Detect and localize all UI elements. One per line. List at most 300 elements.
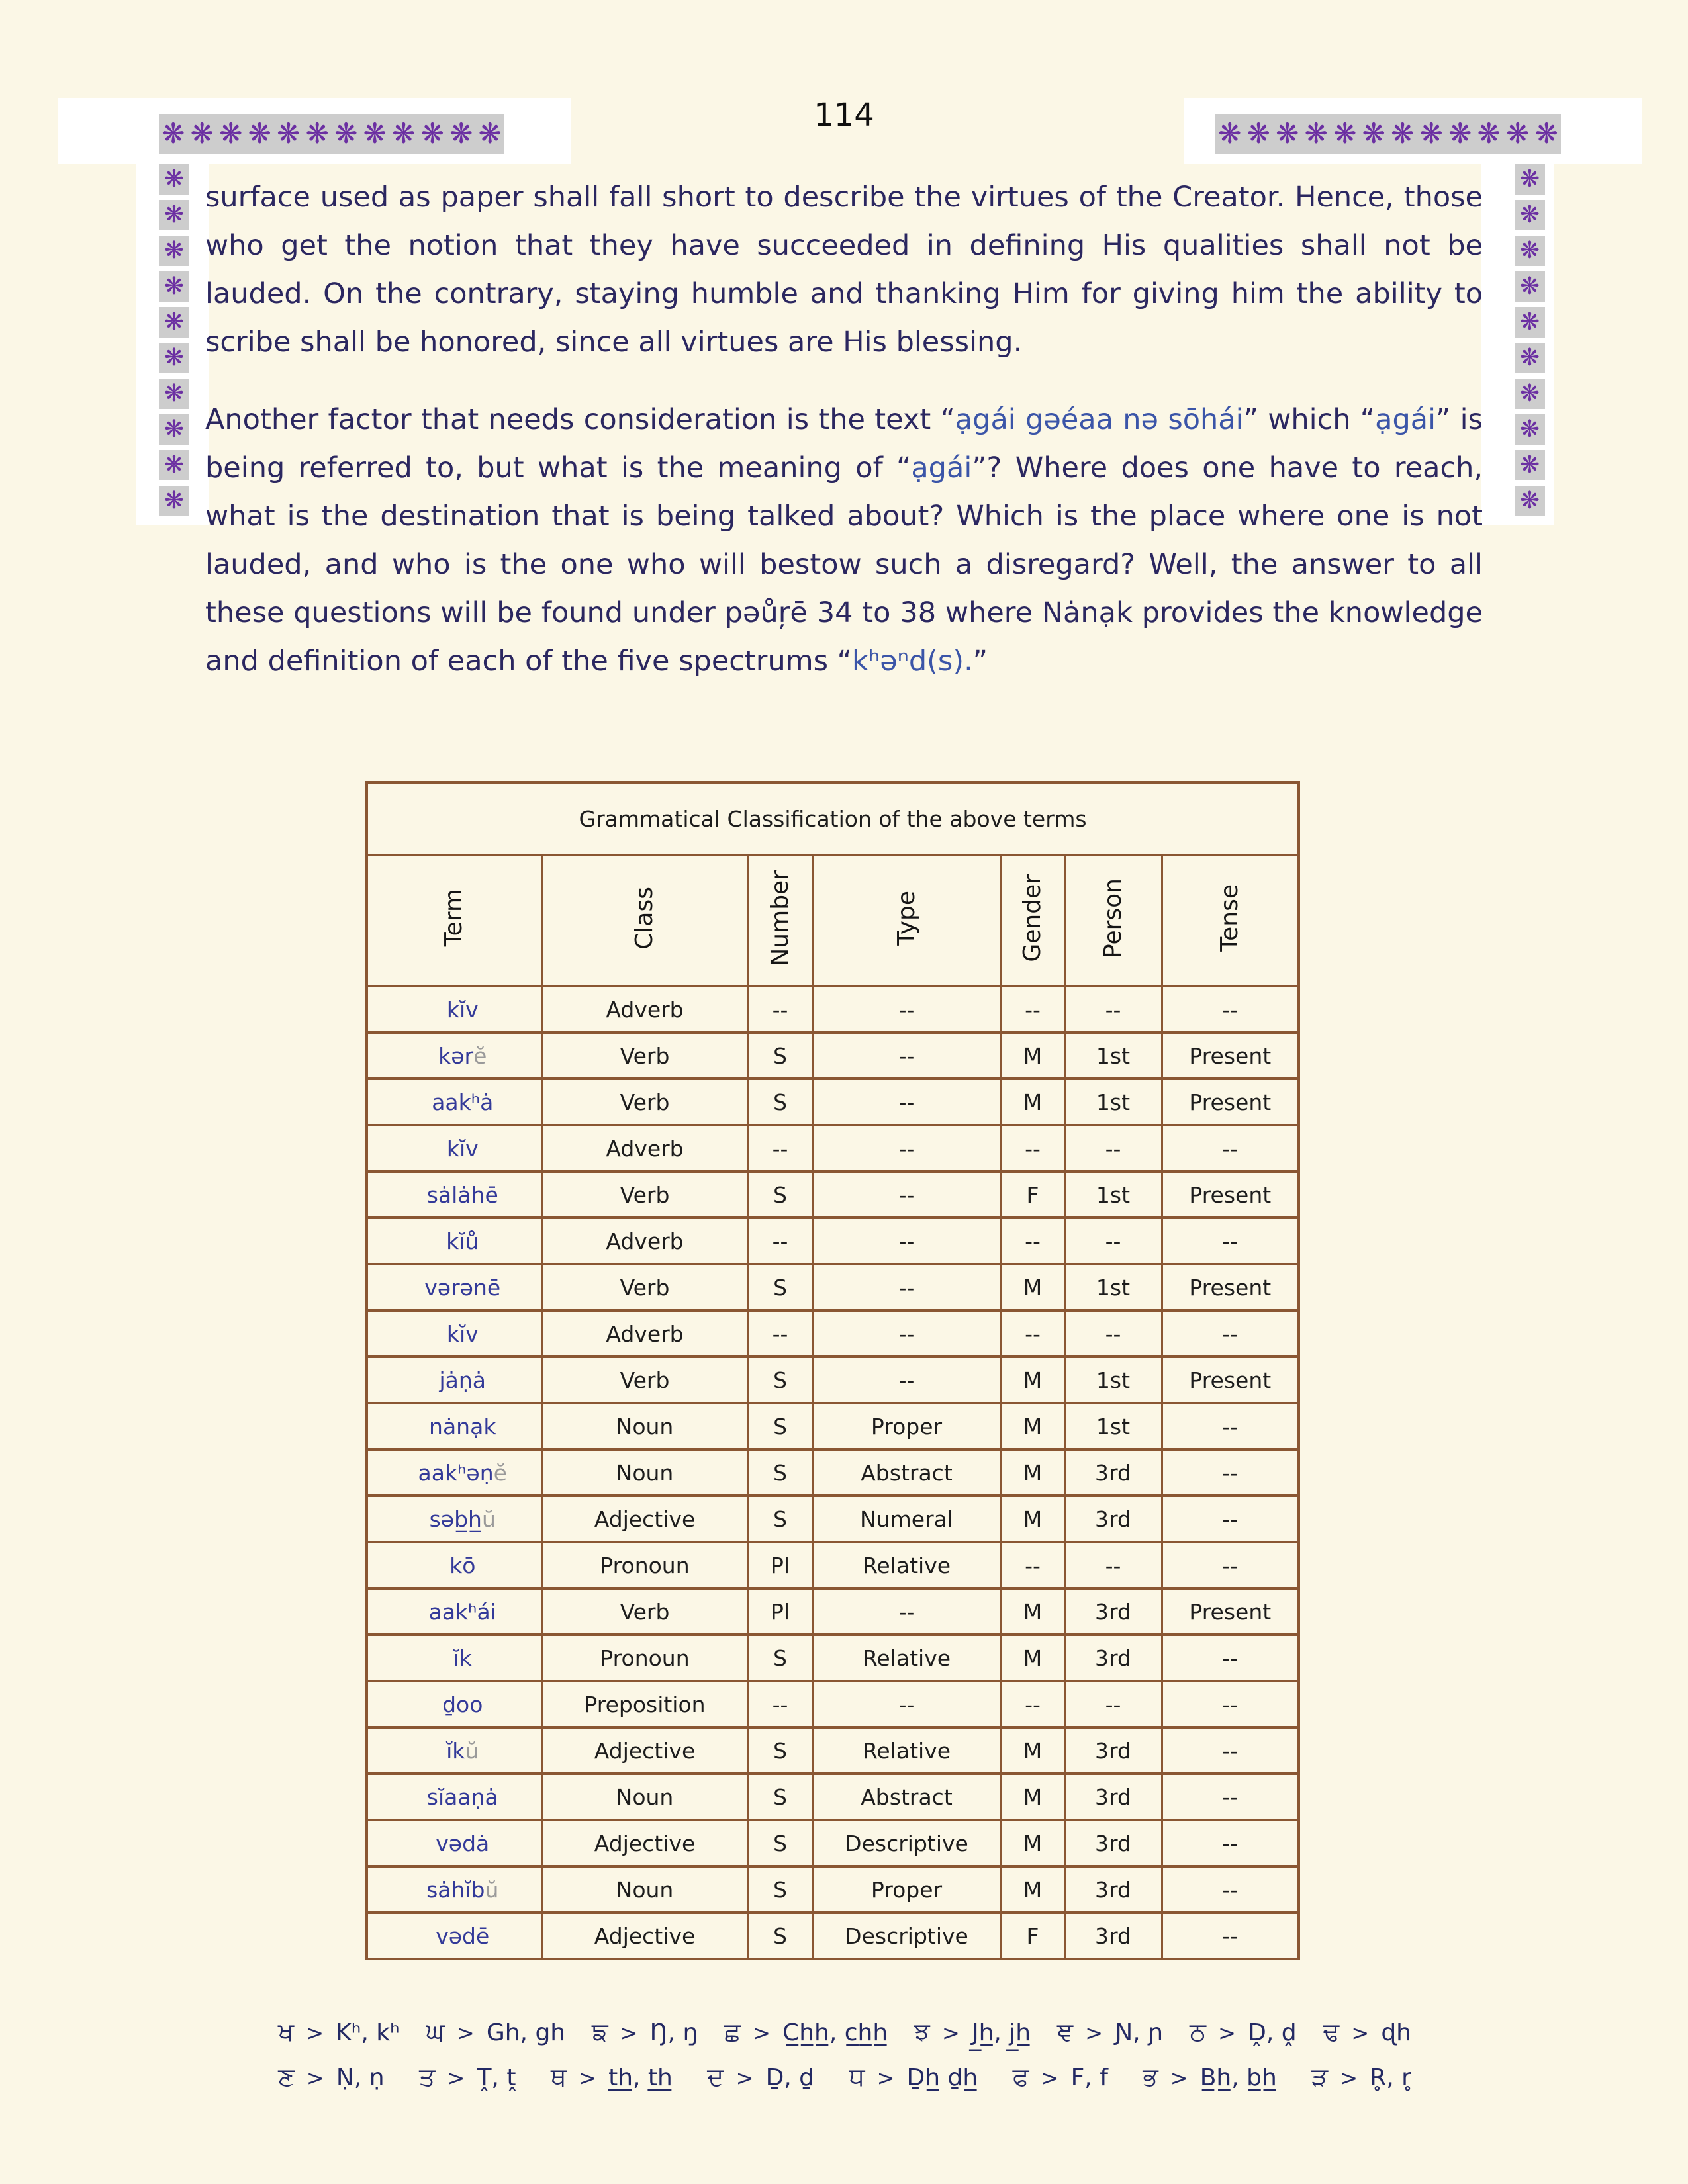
number-cell: S bbox=[748, 1727, 812, 1774]
table-title-row bbox=[367, 782, 1299, 855]
gender-cell: M bbox=[1001, 1727, 1064, 1774]
number-cell: S bbox=[748, 1496, 812, 1542]
flower-icon: ❋ bbox=[1519, 237, 1540, 264]
flower-icon: ❋ bbox=[1519, 344, 1540, 371]
class-cell: Pronoun bbox=[541, 1635, 748, 1681]
class-cell: Verb bbox=[541, 1588, 748, 1635]
gurmukhi-letter: ਙ bbox=[591, 2017, 608, 2046]
tense-cell: Present bbox=[1162, 1032, 1299, 1079]
class-cell: Adverb bbox=[541, 1310, 748, 1357]
class-cell: Noun bbox=[541, 1774, 748, 1820]
term-text: kər bbox=[438, 1042, 474, 1069]
flower-icon: ❋ bbox=[363, 117, 387, 150]
term-text: kĭv bbox=[446, 1320, 479, 1347]
gurmukhi-letter: ਠ bbox=[1190, 2017, 1206, 2046]
term-text: vədē bbox=[436, 1923, 490, 1949]
class-cell: Noun bbox=[541, 1866, 748, 1913]
column-header-label: Term bbox=[440, 889, 468, 947]
person-cell: 1st bbox=[1064, 1079, 1162, 1125]
flower-icon: ❋ bbox=[1519, 487, 1540, 514]
type-cell: Descriptive bbox=[812, 1820, 1001, 1866]
flower-icon: ❋ bbox=[277, 117, 301, 150]
flower-icon: ❋ bbox=[1477, 117, 1501, 150]
class-cell: Adjective bbox=[541, 1727, 748, 1774]
person-cell: -- bbox=[1064, 1310, 1162, 1357]
term-text: kō bbox=[449, 1552, 476, 1578]
class-cell: Noun bbox=[541, 1403, 748, 1449]
flower-box bbox=[159, 271, 189, 302]
gurmukhi-letter: ਝ bbox=[914, 2017, 930, 2046]
tense-cell: -- bbox=[1162, 1125, 1299, 1171]
transliteration-key-row-2 bbox=[278, 2062, 1411, 2092]
right-ornament-column bbox=[1481, 164, 1554, 525]
maps-to-symbol: > bbox=[299, 2021, 331, 2046]
person-cell: 3rd bbox=[1064, 1866, 1162, 1913]
tense-cell: -- bbox=[1162, 1820, 1299, 1866]
gender-cell: F bbox=[1001, 1171, 1064, 1218]
maps-to-symbol: > bbox=[449, 2021, 481, 2046]
type-cell: Abstract bbox=[812, 1449, 1001, 1496]
flower-box bbox=[1515, 486, 1545, 516]
flower-box bbox=[1515, 200, 1545, 230]
flower-box bbox=[1515, 236, 1545, 266]
maps-to-symbol: > bbox=[745, 2021, 778, 2046]
class-cell: Adverb bbox=[541, 1125, 748, 1171]
tense-cell: Present bbox=[1162, 1264, 1299, 1310]
glossary-item bbox=[707, 2062, 814, 2092]
gender-cell: M bbox=[1001, 1403, 1064, 1449]
roman-equivalent: Ḏ, ḏ bbox=[765, 2064, 815, 2091]
flower-icon: ❋ bbox=[1218, 117, 1242, 150]
term-cell bbox=[367, 1496, 541, 1542]
class-cell: Preposition bbox=[541, 1681, 748, 1727]
type-cell: -- bbox=[812, 1588, 1001, 1635]
gurmukhi-letter: ਘ bbox=[426, 2017, 445, 2046]
tense-cell: -- bbox=[1162, 1496, 1299, 1542]
maps-to-symbol: > bbox=[299, 2066, 331, 2091]
flower-icon: ❋ bbox=[392, 117, 416, 150]
gender-cell: M bbox=[1001, 1264, 1064, 1310]
term-cell bbox=[367, 1171, 541, 1218]
flower-icon: ❋ bbox=[1362, 117, 1385, 150]
class-cell: Verb bbox=[541, 1079, 748, 1125]
gurmukhi-letter: ਫ bbox=[1012, 2062, 1029, 2091]
roman-equivalent: R̥, r̥ bbox=[1370, 2064, 1411, 2091]
flower-box bbox=[1515, 164, 1545, 195]
transliteration-text: ạgái gəéaa nə sōhái bbox=[955, 403, 1244, 436]
class-cell: Verb bbox=[541, 1264, 748, 1310]
glossary-item bbox=[1311, 2062, 1411, 2092]
flower-icon: ❋ bbox=[1519, 380, 1540, 407]
term-text: jȧṇȧ bbox=[439, 1367, 487, 1393]
table-row bbox=[367, 1171, 1299, 1218]
number-cell: -- bbox=[748, 986, 812, 1032]
class-cell: Adverb bbox=[541, 1218, 748, 1264]
table-row bbox=[367, 1218, 1299, 1264]
gurmukhi-letter: ਥ bbox=[550, 2062, 567, 2091]
term-text: kĭů bbox=[446, 1228, 479, 1254]
transliteration-text: ạgái bbox=[911, 451, 972, 484]
table-row bbox=[367, 1079, 1299, 1125]
term-text: vərənē bbox=[424, 1274, 501, 1300]
term-dim-letter: ŭ bbox=[481, 1506, 496, 1532]
paragraph-text: Another factor that needs consideration is the text “ bbox=[205, 403, 955, 436]
class-cell: Adjective bbox=[541, 1820, 748, 1866]
flower-box bbox=[1515, 307, 1545, 338]
maps-to-symbol: > bbox=[1078, 2021, 1110, 2046]
flower-icon: ❋ bbox=[248, 117, 271, 150]
number-cell: -- bbox=[748, 1681, 812, 1727]
flower-icon: ❋ bbox=[1519, 273, 1540, 300]
table-row bbox=[367, 1820, 1299, 1866]
term-cell bbox=[367, 1635, 541, 1681]
body-paragraph bbox=[205, 396, 1483, 686]
flower-icon: ❋ bbox=[1246, 117, 1270, 150]
term-text: kĭv bbox=[446, 996, 479, 1023]
table-row bbox=[367, 1774, 1299, 1820]
column-header-gender bbox=[1001, 855, 1064, 986]
number-cell: Pl bbox=[748, 1542, 812, 1588]
maps-to-symbol: > bbox=[571, 2066, 604, 2091]
column-header-type bbox=[812, 855, 1001, 986]
gurmukhi-letter: ਖ bbox=[278, 2017, 295, 2046]
column-header-term bbox=[367, 855, 541, 986]
table-row bbox=[367, 1542, 1299, 1588]
term-cell bbox=[367, 1588, 541, 1635]
flower-box bbox=[159, 164, 189, 195]
term-cell bbox=[367, 1079, 541, 1125]
term-text: sȧhĭb bbox=[426, 1876, 485, 1903]
table-row bbox=[367, 1913, 1299, 1959]
number-cell: -- bbox=[748, 1125, 812, 1171]
maps-to-symbol: > bbox=[1333, 2066, 1365, 2091]
table-row bbox=[367, 1588, 1299, 1635]
roman-equivalent: Ɲ, ɲ bbox=[1115, 2019, 1164, 2046]
flower-icon: ❋ bbox=[1534, 117, 1558, 150]
table-row bbox=[367, 1310, 1299, 1357]
maps-to-symbol: > bbox=[1034, 2066, 1066, 2091]
table-row bbox=[367, 1449, 1299, 1496]
person-cell: -- bbox=[1064, 1681, 1162, 1727]
person-cell: -- bbox=[1064, 986, 1162, 1032]
flower-box bbox=[159, 450, 189, 480]
term-dim-letter: ŭ bbox=[485, 1876, 499, 1903]
glossary-item bbox=[1190, 2017, 1297, 2047]
gender-cell: M bbox=[1001, 1635, 1064, 1681]
flower-icon: ❋ bbox=[1519, 416, 1540, 443]
class-cell: Adverb bbox=[541, 986, 748, 1032]
table-row bbox=[367, 1635, 1299, 1681]
term-text: aakʰəṇ bbox=[418, 1459, 494, 1486]
maps-to-symbol: > bbox=[1163, 2066, 1195, 2091]
flower-icon: ❋ bbox=[164, 201, 185, 228]
tense-cell: -- bbox=[1162, 1727, 1299, 1774]
flower-icon: ❋ bbox=[164, 344, 185, 371]
column-header-label: Class bbox=[631, 886, 658, 950]
class-cell: Verb bbox=[541, 1171, 748, 1218]
person-cell: 1st bbox=[1064, 1403, 1162, 1449]
number-cell: S bbox=[748, 1171, 812, 1218]
gurmukhi-letter: ਦ bbox=[707, 2062, 724, 2091]
gender-cell: M bbox=[1001, 1079, 1064, 1125]
roman-equivalent: Ḏh̲ ḏh̲ bbox=[906, 2064, 978, 2091]
page-number: 114 bbox=[814, 97, 874, 134]
table-row bbox=[367, 1727, 1299, 1774]
class-cell: Pronoun bbox=[541, 1542, 748, 1588]
roman-equivalent: t̲h̲, t̲h̲ bbox=[608, 2064, 673, 2091]
gender-cell: M bbox=[1001, 1032, 1064, 1079]
flower-box bbox=[159, 343, 189, 373]
roman-equivalent: ɖh bbox=[1381, 2019, 1411, 2046]
gurmukhi-letter: ਣ bbox=[278, 2062, 295, 2091]
flower-box bbox=[159, 200, 189, 230]
column-header-person bbox=[1064, 855, 1162, 986]
number-cell: S bbox=[748, 1913, 812, 1959]
column-header-label: Number bbox=[766, 870, 794, 966]
type-cell: Relative bbox=[812, 1727, 1001, 1774]
term-cell bbox=[367, 1820, 541, 1866]
maps-to-symbol: > bbox=[935, 2021, 966, 2046]
number-cell: S bbox=[748, 1866, 812, 1913]
type-cell: -- bbox=[812, 986, 1001, 1032]
roman-equivalent: Ḓ, ḓ bbox=[1248, 2019, 1297, 2046]
paragraph-text: ” is being referred to, but what is the meaning of “ bbox=[205, 403, 1483, 484]
flower-icon: ❋ bbox=[164, 451, 185, 478]
term-text: ĭk bbox=[446, 1737, 465, 1764]
table-row bbox=[367, 1264, 1299, 1310]
number-cell: S bbox=[748, 1357, 812, 1403]
flower-box bbox=[159, 236, 189, 266]
table-row bbox=[367, 1357, 1299, 1403]
body-paragraph bbox=[205, 173, 1483, 367]
term-cell bbox=[367, 1542, 541, 1588]
flower-box bbox=[159, 379, 189, 409]
term-cell bbox=[367, 986, 541, 1032]
flower-icon: ❋ bbox=[1304, 117, 1328, 150]
glossary-item bbox=[1323, 2017, 1411, 2047]
roman-equivalent: Ṱ, ṱ bbox=[477, 2064, 516, 2091]
flower-icon: ❋ bbox=[164, 416, 185, 443]
tense-cell: Present bbox=[1162, 1079, 1299, 1125]
person-cell: 3rd bbox=[1064, 1913, 1162, 1959]
type-cell: -- bbox=[812, 1032, 1001, 1079]
flower-icon: ❋ bbox=[1276, 117, 1299, 150]
glossary-item bbox=[914, 2017, 1031, 2047]
tense-cell: -- bbox=[1162, 1913, 1299, 1959]
paragraph-text: ” which “ bbox=[1243, 403, 1376, 436]
tense-cell: -- bbox=[1162, 1774, 1299, 1820]
gender-cell: M bbox=[1001, 1449, 1064, 1496]
glossary-item bbox=[849, 2062, 978, 2092]
right-flower-column bbox=[1515, 164, 1545, 516]
column-header-number bbox=[748, 855, 812, 986]
term-dim-letter: ĕ bbox=[473, 1042, 487, 1069]
flower-icon: ❋ bbox=[162, 117, 185, 150]
table-row bbox=[367, 986, 1299, 1032]
person-cell: -- bbox=[1064, 1125, 1162, 1171]
term-text: sĭaaṇȧ bbox=[426, 1784, 498, 1810]
tense-cell: -- bbox=[1162, 1310, 1299, 1357]
flower-icon: ❋ bbox=[164, 308, 185, 336]
number-cell: -- bbox=[748, 1310, 812, 1357]
term-text: aakʰȧ bbox=[432, 1089, 494, 1115]
person-cell: 1st bbox=[1064, 1264, 1162, 1310]
type-cell: Relative bbox=[812, 1542, 1001, 1588]
person-cell: 3rd bbox=[1064, 1635, 1162, 1681]
term-cell bbox=[367, 1774, 541, 1820]
roman-equivalent: B̲h̲, b̲h̲ bbox=[1199, 2064, 1277, 2091]
maps-to-symbol: > bbox=[729, 2066, 761, 2091]
person-cell: 3rd bbox=[1064, 1727, 1162, 1774]
roman-equivalent: F, f bbox=[1070, 2064, 1108, 2091]
tense-cell: -- bbox=[1162, 1218, 1299, 1264]
type-cell: -- bbox=[812, 1357, 1001, 1403]
person-cell: 3rd bbox=[1064, 1449, 1162, 1496]
person-cell: -- bbox=[1064, 1218, 1162, 1264]
term-text: aakʰái bbox=[428, 1598, 496, 1625]
term-text: səb̲h̲ bbox=[429, 1506, 482, 1532]
table-row bbox=[367, 1866, 1299, 1913]
flower-icon: ❋ bbox=[164, 273, 185, 300]
number-cell: S bbox=[748, 1449, 812, 1496]
tense-cell: -- bbox=[1162, 1681, 1299, 1727]
class-cell: Verb bbox=[541, 1032, 748, 1079]
flower-icon: ❋ bbox=[1333, 117, 1357, 150]
type-cell: -- bbox=[812, 1264, 1001, 1310]
glossary-item bbox=[1057, 2017, 1164, 2047]
maps-to-symbol: > bbox=[1344, 2021, 1376, 2046]
term-text: ḏoo bbox=[442, 1691, 483, 1717]
term-cell bbox=[367, 1681, 541, 1727]
type-cell: Relative bbox=[812, 1635, 1001, 1681]
flower-icon: ❋ bbox=[164, 380, 185, 407]
number-cell: S bbox=[748, 1403, 812, 1449]
number-cell: -- bbox=[748, 1218, 812, 1264]
flower-box bbox=[159, 414, 189, 445]
gender-cell: M bbox=[1001, 1588, 1064, 1635]
gurmukhi-letter: ਧ bbox=[849, 2062, 865, 2091]
roman-equivalent: J̲h̲, j̲h̲ bbox=[971, 2019, 1031, 2046]
flower-box bbox=[1515, 450, 1545, 480]
term-cell bbox=[367, 1264, 541, 1310]
gurmukhi-letter: ੜ bbox=[1311, 2062, 1329, 2091]
table-header-row bbox=[367, 855, 1299, 986]
column-header-label: Type bbox=[892, 890, 920, 946]
maps-to-symbol: > bbox=[870, 2066, 902, 2091]
person-cell: 3rd bbox=[1064, 1820, 1162, 1866]
number-cell: S bbox=[748, 1820, 812, 1866]
person-cell: 3rd bbox=[1064, 1588, 1162, 1635]
type-cell: Numeral bbox=[812, 1496, 1001, 1542]
type-cell: -- bbox=[812, 1171, 1001, 1218]
glossary-item bbox=[278, 2017, 400, 2047]
term-text: nȧnạk bbox=[429, 1413, 496, 1439]
paragraph-text: ” bbox=[972, 645, 988, 678]
type-cell: -- bbox=[812, 1310, 1001, 1357]
flower-icon: ❋ bbox=[1519, 165, 1540, 193]
gender-cell: -- bbox=[1001, 1310, 1064, 1357]
type-cell: -- bbox=[812, 1125, 1001, 1171]
flower-box bbox=[1515, 414, 1545, 445]
glossary-item bbox=[724, 2017, 888, 2047]
flower-icon: ❋ bbox=[1448, 117, 1472, 150]
tense-cell: -- bbox=[1162, 1542, 1299, 1588]
glossary-item bbox=[551, 2062, 673, 2092]
number-cell: S bbox=[748, 1635, 812, 1681]
glossary-item bbox=[1143, 2062, 1277, 2092]
gurmukhi-letter: ਞ bbox=[1056, 2017, 1074, 2046]
flower-box bbox=[1515, 343, 1545, 373]
roman-equivalent: C̲h̲h̲, c̲h̲h̲ bbox=[782, 2019, 888, 2046]
term-cell bbox=[367, 1913, 541, 1959]
roman-equivalent: Gh, gh bbox=[486, 2019, 566, 2046]
flower-icon: ❋ bbox=[164, 237, 185, 264]
flower-icon: ❋ bbox=[164, 487, 185, 514]
flower-icon: ❋ bbox=[1506, 117, 1530, 150]
gender-cell: M bbox=[1001, 1820, 1064, 1866]
number-cell: Pl bbox=[748, 1588, 812, 1635]
transliteration-text: ạgái bbox=[1375, 403, 1436, 436]
transliteration-key-row-1 bbox=[278, 2017, 1411, 2047]
gender-cell: -- bbox=[1001, 1218, 1064, 1264]
flower-icon: ❋ bbox=[190, 117, 214, 150]
flower-icon: ❋ bbox=[1391, 117, 1415, 150]
flower-icon: ❋ bbox=[1419, 117, 1443, 150]
column-header-class bbox=[541, 855, 748, 986]
class-cell: Adjective bbox=[541, 1496, 748, 1542]
gender-cell: -- bbox=[1001, 986, 1064, 1032]
tense-cell: -- bbox=[1162, 1866, 1299, 1913]
glossary-item bbox=[278, 2062, 385, 2092]
type-cell: -- bbox=[812, 1218, 1001, 1264]
column-header-label: Person bbox=[1099, 878, 1127, 958]
tense-cell: -- bbox=[1162, 986, 1299, 1032]
class-cell: Verb bbox=[541, 1357, 748, 1403]
table-row bbox=[367, 1032, 1299, 1079]
column-header-tense bbox=[1162, 855, 1299, 986]
maps-to-symbol: > bbox=[613, 2021, 645, 2046]
flower-icon: ❋ bbox=[334, 117, 358, 150]
gender-cell: M bbox=[1001, 1357, 1064, 1403]
gender-cell: -- bbox=[1001, 1542, 1064, 1588]
person-cell: 1st bbox=[1064, 1032, 1162, 1079]
term-cell bbox=[367, 1403, 541, 1449]
table-row bbox=[367, 1125, 1299, 1171]
gender-cell: M bbox=[1001, 1866, 1064, 1913]
gurmukhi-letter: ਢ bbox=[1323, 2017, 1340, 2046]
flower-icon: ❋ bbox=[219, 117, 243, 150]
gurmukhi-letter: ਛ bbox=[724, 2017, 741, 2046]
glossary-item bbox=[426, 2017, 565, 2047]
flower-icon: ❋ bbox=[164, 165, 185, 193]
term-text: sȧlȧhē bbox=[426, 1181, 498, 1208]
number-cell: S bbox=[748, 1032, 812, 1079]
table-row bbox=[367, 1403, 1299, 1449]
column-header-label: Tense bbox=[1216, 884, 1244, 952]
gender-cell: M bbox=[1001, 1496, 1064, 1542]
flower-box bbox=[159, 307, 189, 338]
number-cell: S bbox=[748, 1774, 812, 1820]
term-cell bbox=[367, 1357, 541, 1403]
tense-cell: -- bbox=[1162, 1403, 1299, 1449]
term-dim-letter: ĕ bbox=[493, 1459, 507, 1486]
term-text: ĭk bbox=[453, 1645, 472, 1671]
term-cell bbox=[367, 1032, 541, 1079]
roman-equivalent: Kʰ, kʰ bbox=[336, 2019, 400, 2046]
term-cell bbox=[367, 1218, 541, 1264]
gender-cell: M bbox=[1001, 1774, 1064, 1820]
type-cell: Proper bbox=[812, 1866, 1001, 1913]
